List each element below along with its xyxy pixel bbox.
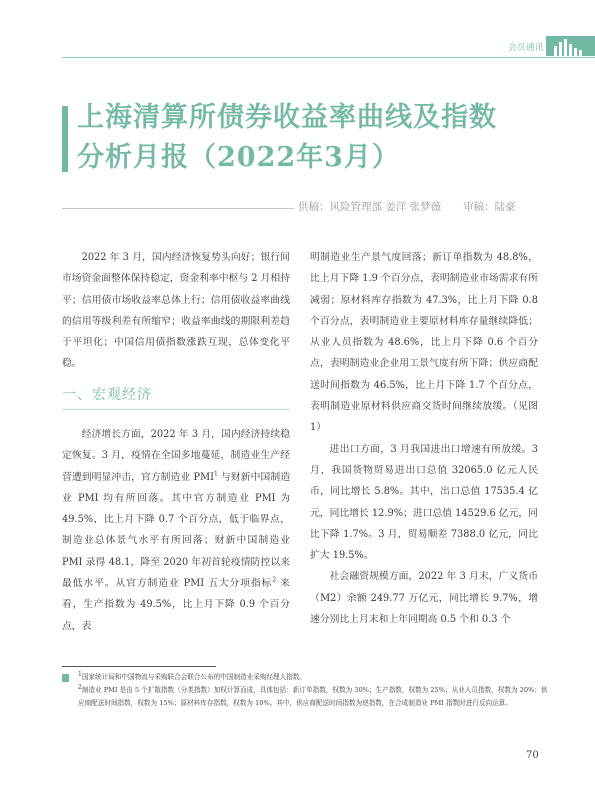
byline-author: 供稿：风险管理部 姜洋 张梦薇	[298, 201, 442, 213]
footnote-ref-2: 2	[272, 576, 277, 584]
footnote-ref-1: 1	[213, 470, 218, 478]
byline	[298, 199, 516, 214]
left-column-body	[62, 424, 290, 637]
footnote-rule	[62, 666, 216, 667]
byline-rule	[62, 208, 294, 209]
footnote-accent-bar	[62, 674, 69, 682]
title-line-2: 分析月报（2022年3月）	[77, 142, 400, 173]
footnote-1: $^1$国家统计局和中国物流与采购联合会联合公布的中国制造业采购经理人指数。	[78, 670, 307, 681]
economy-paragraph: 经济增长方面，2022 年 3 月，国内经济持续稳定恢复。3 月，疫情在全国多地蔓延，制造业生产经营遭到明显冲击，官方制造业 PMI$^1$ 与财新中国制造业 PMI 均有所回落。其中官方制造业 PMI 为 49.5%，比上月下降 0.7 个百分点，低于临界点，制造业总体景气水平有所回落；财新中国制造业 PMI 录得 48.1，降至 2020 年初首轮疫情防控以来最低水平。从官方制造业 PMI 五大分项指标$^2$ 来看，生产指数为 49.5%，比上月下降 0.9 个百分点，表	[62, 429, 290, 632]
header-label: 会员通讯	[508, 43, 545, 53]
byline-reviewer: 审稿：陆豪	[463, 201, 516, 213]
financing-paragraph: 社会融资规模方面，2022 年 3 月末，广义货币（M2）余额 249.77 万亿元，同比增长 9.7%，增速分别比上月末和上年同期高 0.5 个和 0.3 个	[310, 571, 538, 626]
pmi-continued-paragraph: 明制造业生产景气度回落；新订单指数为 48.8%，比上月下降 1.9 个百分点，表明制造业市场需求有所减弱；原材料库存指数为 47.3%，比上月下降 0.8 个百分点，表明制造业主要原材料库存量继续降低；从业人员指数为 48.6%，比上月下降 0.6 个百分点，表明制造业企业用工景气度有所下降；供应商配送时间指数为 46.5%，比上月下降 1.7 个百分点，表明制造业原材料供应商交货时间继续放缓。（见图 1）	[310, 252, 538, 434]
page-number: 70	[526, 750, 539, 761]
footnote-2: $^2$制造业 PMI 是由 5 个扩散指数（分类指数）加权计算而成，具体包括：新订单指数，权数为 30%；生产指数，权数为 25%；从业人员指数，权数为 20%；供应商配送时间指数，权数为 15%；原材料库存指数，权数为 10%。其中，供应商配送时间指数为逆指数，在合成制造业 PMI 指数时进行反向运算。	[78, 683, 548, 707]
header-rule	[62, 57, 595, 58]
intro-paragraph: 2022 年 3 月，国内经济恢复势头向好；银行间市场资金面整体保持稳定，资金利率中枢与 2 月相持平；信用债市场收益率总体上行；信用债收益率曲线的信用等级利差有所缩窄；收益率曲线的期限利差趋于平坦化；中国信用债指数涨跌互现，总体变化平稳。	[62, 252, 290, 370]
footnotes	[78, 671, 552, 710]
bar-chart-icon	[546, 36, 595, 56]
page-title	[77, 98, 577, 178]
section-heading-macro: 一、宏观经济	[62, 387, 152, 403]
title-accent-bar	[62, 106, 68, 172]
title-line-1: 上海清算所债券收益率曲线及指数	[77, 102, 497, 133]
section-rule	[62, 409, 290, 410]
right-column-body	[310, 247, 538, 630]
trade-paragraph: 进出口方面，3 月我国进出口增速有所放缓。3 月，我国货物贸易进出口总值 32065.0 亿元人民币，同比增长 5.8%。其中，出口总值 17535.4 亿元，同比增长 12.9%；进口总值 14529.6 亿元，同比下降 1.7%。3 月，贸易顺差 7388.0 亿元，同比扩大 19.5%。	[310, 443, 538, 562]
